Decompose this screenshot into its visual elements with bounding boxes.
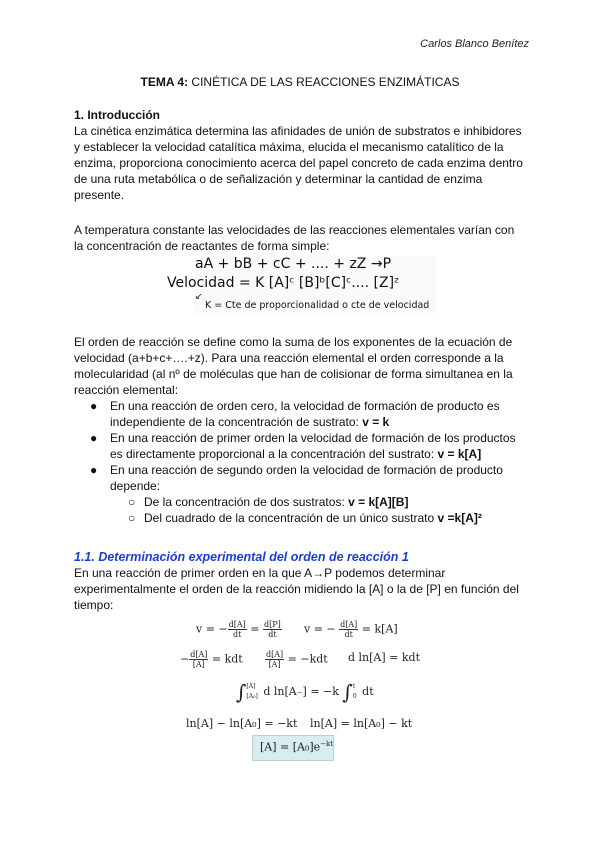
bullet-formula: v = k: [362, 415, 390, 429]
bullet-text: es directamente proporcional a la concentración del sustrato:: [110, 447, 438, 461]
list-item: [74, 510, 532, 526]
fraction: $\frac{d[A]}{[A]}$: [190, 650, 208, 669]
order-bullet-list: [74, 398, 532, 494]
eq-text: v =: [196, 622, 215, 636]
eq-text: [A] = [A₀]e: [260, 740, 321, 754]
bullet-formula: v = k[A]: [437, 447, 482, 461]
bullet-text: depende:: [110, 479, 161, 493]
intro-line: enzima, proporciona conocimiento acerca del papel concreto de cada enzima dentro: [74, 156, 523, 170]
bullet-text: independiente de la concentración de sustrato:: [110, 415, 363, 429]
intro-line: de una ruta metabólica o de señalización y determinar la cantidad de enzima: [74, 172, 483, 186]
bullet-text: En una reacción de segundo orden la velocidad de formación de producto: [110, 463, 503, 477]
intro-paragraph: [74, 123, 532, 203]
header-author: Carlos Blanco Benítez: [420, 38, 529, 50]
eq-exponent: −kt: [320, 740, 334, 748]
log-equation-2: ln[A] = ln[A₀] − kt: [310, 717, 413, 730]
integral-equation: ∫ [A] [A₀] d ln[A₋] = −k ∫ t 0 dt: [236, 680, 374, 704]
order-line: reacción elemental:: [74, 383, 179, 397]
order-line: molecularidad (al nº de moléculas que han de colisionar de forma simultanea en la: [74, 367, 513, 381]
intro-line: y establecer la velocidad catalítica máxima, elucida el mecanismo catalítico de la: [74, 140, 504, 154]
temperature-paragraph: [74, 222, 532, 254]
bullet-icon: ●: [90, 431, 98, 445]
sub-bullet-formula: v =k[A]²: [437, 511, 482, 525]
fraction: $\frac{d[A]}{[A]}$: [266, 650, 284, 669]
bullet-icon: ●: [90, 399, 98, 413]
page-title: [0, 75, 600, 89]
circle-bullet-icon: ○: [128, 495, 136, 509]
rate-law-formula: [167, 256, 436, 314]
list-item: [74, 430, 532, 462]
annotation-arrow: ↙: [195, 292, 203, 302]
order-sub-list: [74, 494, 532, 526]
log-equation-1: ln[A] − ln[A₀] = −kt: [186, 717, 298, 730]
temp-line: A temperatura constante las velocidades de las reacciones elementales varían con: [74, 223, 515, 237]
order-section: [74, 334, 532, 526]
title-text: CINÉTICA DE LAS REACCIONES ENZIMÁTICAS: [191, 75, 460, 89]
sub-bullet-formula: v = k[A][B]: [348, 495, 409, 509]
temp-line: la concentración de reactantes de forma simple:: [74, 239, 330, 253]
reaction-equation: aA + bB + cC + .... + zZ →P: [195, 256, 392, 272]
list-item: [74, 398, 532, 430]
separation-equation-2: [265, 650, 328, 669]
fraction: $\frac{d[A]}{dt}$: [228, 620, 246, 639]
section-line: En una reacción de primer orden en la que A→P podemos determinar: [74, 566, 446, 580]
fraction: $\frac{d[P]}{dt}$: [264, 620, 281, 639]
order-line: El orden de reacción se define como la suma de los exponentes de la ecuación de: [74, 335, 513, 349]
order-line: velocidad (a+b+c+….+z). Para una reacción elemental el orden corresponde a la: [74, 351, 504, 365]
intro-line: La cinética enzimática determina las afinidades de unión de substratos e inhibidores: [74, 124, 522, 138]
fraction: $\frac{d[A]}{dt}$: [340, 620, 358, 639]
intro-heading: 1. Introducción: [74, 108, 161, 122]
separation-equation-3: d ln[A] = kdt: [348, 651, 421, 664]
section-line: experimentalmente el orden de la reacción midiendo la [A] o la de [P] en función del: [74, 582, 519, 596]
sub-bullet-text: De la concentración de dos sustratos:: [144, 495, 349, 509]
eq-text: = k[A]: [361, 622, 398, 636]
eq-text: = kdt: [211, 652, 243, 666]
section-heading: 1.1. Determinación experimental del orden de reacción 1: [74, 550, 409, 564]
section-1-1: [74, 549, 532, 613]
title-prefix: TEMA 4:: [140, 75, 189, 89]
list-item: [74, 494, 532, 510]
eq-text: = −kdt: [287, 652, 328, 666]
bullet-text: En una reacción de primer orden la velocidad de formación de los productos: [110, 431, 516, 445]
rate-equation: Velocidad = K [A]ᶜ [B]ᵇ[C]ᶜ.... [Z]ᶻ: [167, 275, 400, 291]
rate-equation-1: v = − $\frac{d[A]}{dt}$ = $\frac{d[P]}{dt}$: [196, 620, 281, 639]
intro-section: [74, 107, 532, 203]
list-item: [74, 462, 532, 494]
intro-line: presente.: [74, 188, 125, 202]
formula-note: K = Cte de proporcionalidad o cte de velocidad: [205, 300, 430, 311]
bullet-text: En una reacción de orden cero, la velocidad de formación de producto es: [110, 399, 500, 413]
section-line: tiempo:: [74, 598, 114, 612]
sub-bullet-text: Del cuadrado de la concentración de un único sustrato: [144, 511, 438, 525]
eq-text: v = −: [304, 622, 336, 636]
separation-equation-1: − $\frac{d[A]}{[A]}$ = kdt: [180, 650, 243, 669]
circle-bullet-icon: ○: [128, 511, 136, 525]
bullet-icon: ●: [90, 463, 98, 477]
rate-equation-2: [304, 620, 398, 639]
final-equation: [260, 740, 333, 754]
